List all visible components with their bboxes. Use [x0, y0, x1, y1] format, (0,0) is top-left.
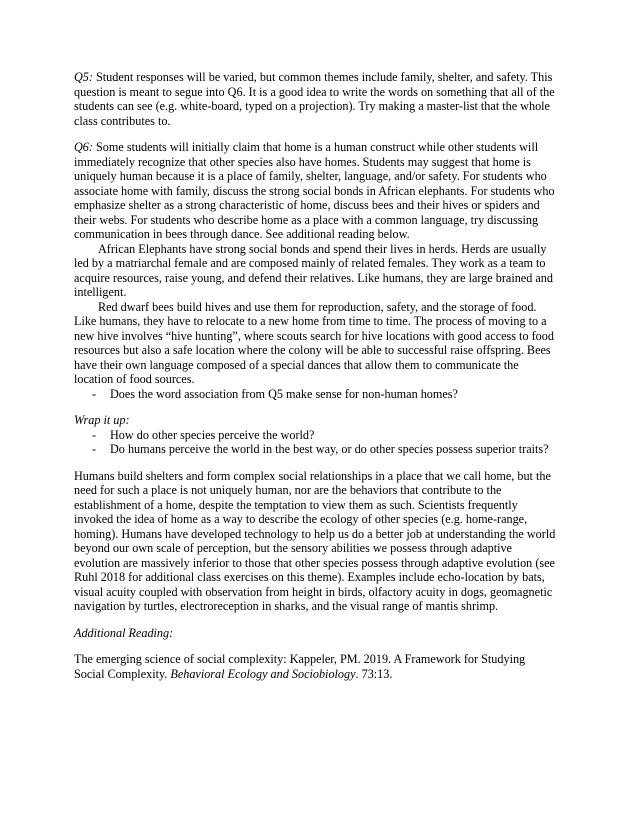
bees-paragraph: Red dwarf bees build hives and use them for reproduction, safety, and the storage of food. Like humans, they have to relocate to a new home from time to time. The process of moving to a new hive involves “hive hunting”, where scouts search for hive locations with good access to food resources but also a safe location where the colony will be able to successful raise offspring. Bees have their own language composed of a special dances that allow them to communicate the location of food sources.	[74, 299, 554, 386]
citation	[74, 652, 556, 681]
journal-title: Behavioral Ecology and Sociobiology	[170, 666, 356, 681]
wrap-up-list	[74, 428, 556, 457]
elephants-paragraph: African Elephants have strong social bonds and spend their lives in herds. Herds are usually led by a matriarchal female and are composed mainly of related females. They work as a team to acquire resources, raise young, and defend their relatives. Like humans, they are large brained and intelligent.	[74, 241, 553, 299]
q6-paragraph	[74, 140, 556, 242]
summary-paragraph: Humans build shelters and form complex social relationships in a place that we call home, but the need for such a place is not uniquely human, nor are the behaviors that contribute to the establishment of a home, despite the temptation to view them as such. Scientists frequently invoked the idea of home as a way to describe the ecology of other species (e.g. home-range, homing). Humans have developed technology to help us do a better job at understanding the world beyond our own scale of perception, but the sensory abilities we possess through adaptive evolution are massively inferior to those that other species possess through adaptive evolution (see Ruhl 2018 for additional class exercises on this theme). Examples include echo-location by bats, visual acuity coupled with observation from height in birds, olfactory acuity in dogs, geomagnetic navigation by turtles, electroreception in sharks, and the visual range of mantis shrimp.	[74, 468, 556, 613]
citation-prefix: The emerging science of social complexity: Kappeler, PM. 2019. A Framework for Studying Social Complexity.	[74, 652, 526, 681]
q6-bullet-list	[74, 387, 556, 402]
wrap-up-bullet: - Do humans perceive the world in the best way, or do other species possess superior traits?	[74, 442, 556, 457]
q6-bullet: - Does the word association from Q5 make sense for non-human homes?	[74, 387, 556, 402]
q5-text: Student responses will be varied, but common themes include family, shelter, and safety. This question is meant to segue into Q6. It is a good idea to write the words on something that all of the students can see (e.g. white-board, typed on a projection). Try making a master-list that the whole class contributes to.	[74, 70, 555, 128]
wrap-up-heading: Wrap it up:	[74, 413, 130, 427]
citation-suffix: . 73:13.	[355, 666, 393, 681]
wrap-up-bullet: - How do other species perceive the world?	[74, 428, 556, 443]
q5-label: Q5:	[74, 70, 93, 84]
q5-paragraph	[74, 70, 556, 128]
q6-text: Some students will initially claim that home is a human construct while other students will immediately recognize that other species also have homes. Students may suggest that home is uniquely human because it is a place of family, shelter, language, and/or safety. For students who associate home with family, discuss the strong social bonds in African elephants. For students who emphasize shelter as a strong characteristic of home, discuss bees and their hives or spiders and their webs. For students who describe home as a place with a common language, try discussing communication in bees through dance. See additional reading below.	[74, 140, 555, 241]
q6-label: Q6:	[74, 140, 93, 154]
additional-reading-heading: Additional Reading:	[74, 625, 174, 640]
